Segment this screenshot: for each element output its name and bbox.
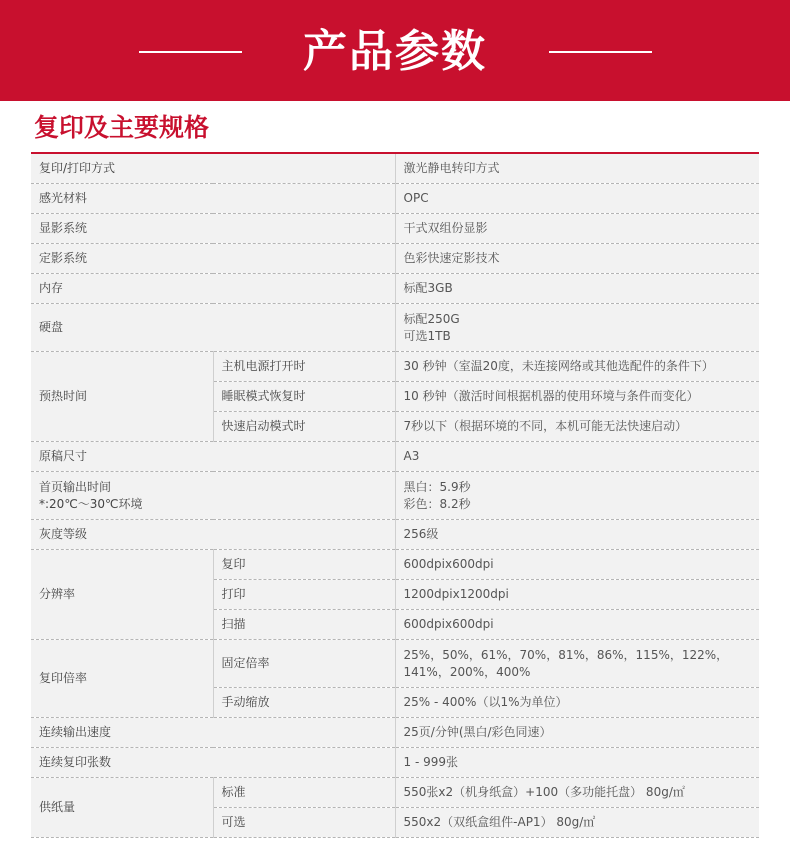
spec-value-line: 彩色：8.2秒 [403,496,471,511]
spec-label: 分辨率 [31,550,213,640]
spec-value-line: 141%，200%，400% [403,664,531,679]
spec-sublabel: 标准 [213,778,395,808]
table-row [31,442,759,472]
spec-value: 标配3GB [395,274,759,304]
spec-sublabel: 睡眠模式恢复时 [213,382,395,412]
table-row [31,550,759,580]
spec-value: 256级 [395,520,759,550]
spec-label-line: 首页输出时间 [39,479,112,494]
spec-value-line: 25%，50%，61%，70%，81%，86%，115%，122%， [403,647,729,662]
banner-right-line [549,51,652,53]
spec-label: 复印倍率 [31,640,213,718]
spec-label: 灰度等级 [31,520,395,550]
spec-table-wrapper [31,152,759,838]
spec-label: 内存 [31,274,395,304]
table-row [31,520,759,550]
spec-value [395,472,759,520]
spec-sublabel: 快速启动模式时 [213,412,395,442]
table-row [31,274,759,304]
spec-value: 激光静电转印方式 [395,154,759,184]
spec-sublabel: 扫描 [213,610,395,640]
table-row [31,718,759,748]
spec-value [395,640,759,688]
spec-value-line: 黑白：5.9秒 [403,479,471,494]
spec-value: 1 - 999张 [395,748,759,778]
spec-value: 25页/分钟(黑白/彩色同速） [395,718,759,748]
table-row [31,304,759,352]
table-row [31,184,759,214]
spec-value: 600dpix600dpi [395,550,759,580]
spec-value: 干式双组份显影 [395,214,759,244]
spec-value [395,304,759,352]
spec-label: 感光材料 [31,184,395,214]
table-row [31,778,759,808]
table-row [31,352,759,382]
header-banner [0,0,790,101]
spec-value: 色彩快速定影技术 [395,244,759,274]
spec-value: 550张x2（机身纸盒）+100（多功能托盘） 80g/㎡ [395,778,759,808]
table-row [31,244,759,274]
spec-value: 7秒以下（根据环境的不同，本机可能无法快速启动） [395,412,759,442]
spec-label: 连续复印张数 [31,748,395,778]
table-row [31,154,759,184]
table-row [31,640,759,688]
spec-sublabel: 主机电源打开时 [213,352,395,382]
spec-value-line: 标配250G [403,311,460,326]
spec-label: 供纸量 [31,778,213,838]
spec-sublabel: 打印 [213,580,395,610]
spec-label: 硬盘 [31,304,395,352]
spec-value: 30 秒钟（室温20度，未连接网络或其他选配件的条件下） [395,352,759,382]
spec-label: 连续输出速度 [31,718,395,748]
spec-table [31,154,759,838]
banner-title: 产品参数 [303,26,487,77]
table-row [31,748,759,778]
spec-label-note: *:20℃～30℃环境 [39,496,143,511]
spec-label [31,472,395,520]
spec-label: 定影系统 [31,244,395,274]
spec-value: 550x2（双纸盒组件-AP1） 80g/㎡ [395,808,759,838]
spec-value-line: 可选1TB [403,328,451,343]
spec-value: A3 [395,442,759,472]
spec-value: 1200dpix1200dpi [395,580,759,610]
spec-label: 显影系统 [31,214,395,244]
spec-value: 25% - 400%（以1%为单位） [395,688,759,718]
section-title: 复印及主要规格 [34,113,210,142]
table-row [31,214,759,244]
spec-label: 原稿尺寸 [31,442,395,472]
spec-value: OPC [395,184,759,214]
spec-value: 600dpix600dpi [395,610,759,640]
spec-sublabel: 可选 [213,808,395,838]
table-row [31,472,759,520]
spec-value: 10 秒钟（激活时间根据机器的使用环境与条件而变化） [395,382,759,412]
spec-sublabel: 固定倍率 [213,640,395,688]
spec-label: 复印/打印方式 [31,154,395,184]
spec-sublabel: 复印 [213,550,395,580]
spec-sublabel: 手动缩放 [213,688,395,718]
spec-label: 预热时间 [31,352,213,442]
